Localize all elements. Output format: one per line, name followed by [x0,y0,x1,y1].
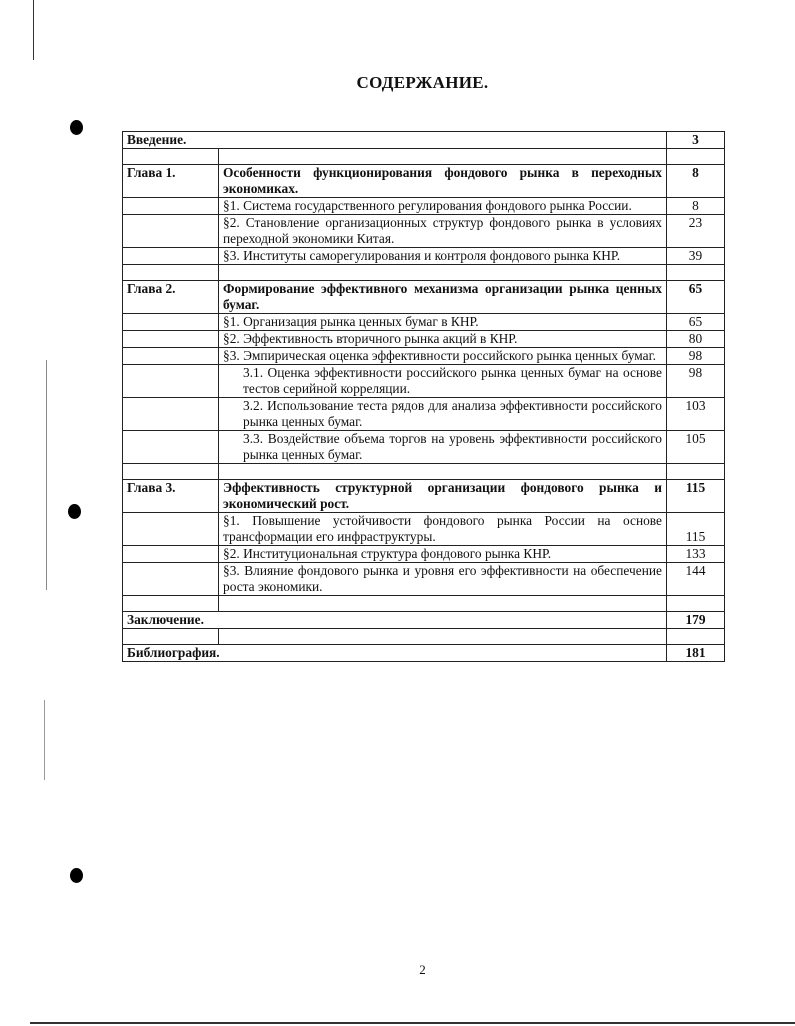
scan-edge-line [33,0,34,60]
section-page: 133 [667,546,725,563]
subsection-page: 105 [667,431,725,464]
toc-row-section [123,215,725,248]
chapter-1-label: Глава 1. [123,165,219,198]
section-text: §1. Повышение устойчивости фондового рынка России на основе трансформации его инфраструктуры. [219,513,667,546]
chapter-2-page: 65 [667,281,725,314]
toc-row-bibliography [123,645,725,662]
scan-edge-line [46,360,47,590]
introduction-page: 3 [667,132,725,149]
section-page: 98 [667,348,725,365]
table-of-contents [122,131,725,662]
section-page: 8 [667,198,725,215]
toc-row-conclusion [123,612,725,629]
chapter-3-page: 115 [667,480,725,513]
scan-bottom-edge [30,1022,795,1024]
toc-row-section [123,248,725,265]
toc-row-chapter-1 [123,165,725,198]
section-text: §2. Эффективность вторичного рынка акций в КНР. [219,331,667,348]
punch-hole-mark [68,504,81,519]
section-text: §3. Влияние фондового рынка и уровня его эффективности на обеспечение роста экономики. [219,563,667,596]
toc-row-subsection [123,365,725,398]
toc-row-chapter-3 [123,480,725,513]
section-page: 39 [667,248,725,265]
introduction-label: Введение. [123,132,667,149]
scan-edge-line [44,700,45,780]
chapter-1-page: 8 [667,165,725,198]
toc-row-section [123,563,725,596]
toc-row-subsection [123,431,725,464]
chapter-1-title: Особенности функционирования фондового рынка в переходных экономиках. [219,165,667,198]
punch-hole-mark [70,868,83,883]
toc-row-subsection [123,398,725,431]
section-page: 23 [667,215,725,248]
subsection-page: 103 [667,398,725,431]
section-text: §3. Эмпирическая оценка эффективности российского рынка ценных бумаг. [219,348,667,365]
section-page: 65 [667,314,725,331]
section-text: §1. Система государственного регулирования фондового рынка России. [219,198,667,215]
section-page: 80 [667,331,725,348]
section-text: §1. Организация рынка ценных бумаг в КНР. [219,314,667,331]
toc-row-section [123,513,725,546]
toc-row-section [123,546,725,563]
section-text: §2. Институциональная структура фондового рынка КНР. [219,546,667,563]
conclusion-page: 179 [667,612,725,629]
section-page: 115 [667,513,725,546]
toc-row-chapter-2 [123,281,725,314]
conclusion-label: Заключение. [123,612,667,629]
chapter-3-title: Эффективность структурной организации фондового рынка и экономический рост. [219,480,667,513]
chapter-3-label: Глава 3. [123,480,219,513]
page-title: СОДЕРЖАНИЕ. [356,73,489,92]
toc-row-section [123,198,725,215]
toc-row-section [123,331,725,348]
bibliography-label: Библиография. [123,645,667,662]
section-page: 144 [667,563,725,596]
toc-row-section [123,348,725,365]
chapter-2-title: Формирование эффективного механизма организации рынка ценных бумаг. [219,281,667,314]
toc-row-introduction [123,132,725,149]
subsection-text: 3.2. Использование теста рядов для анализа эффективности российского рынка ценных бумаг. [219,398,667,431]
section-text: §3. Институты саморегулирования и контроля фондового рынка КНР. [219,248,667,265]
subsection-text: 3.3. Воздействие объема торгов на уровень эффективности российского рынка ценных бумаг. [219,431,667,464]
bibliography-page: 181 [667,645,725,662]
section-text: §2. Становление организационных структур фондового рынка в условиях переходной экономики Китая. [219,215,667,248]
chapter-2-label: Глава 2. [123,281,219,314]
page-number: 2 [419,962,426,977]
subsection-page: 98 [667,365,725,398]
punch-hole-mark [70,120,83,135]
subsection-text: 3.1. Оценка эффективности российского рынка ценных бумаг на основе тестов серийной корреляции. [219,365,667,398]
toc-row-section [123,314,725,331]
